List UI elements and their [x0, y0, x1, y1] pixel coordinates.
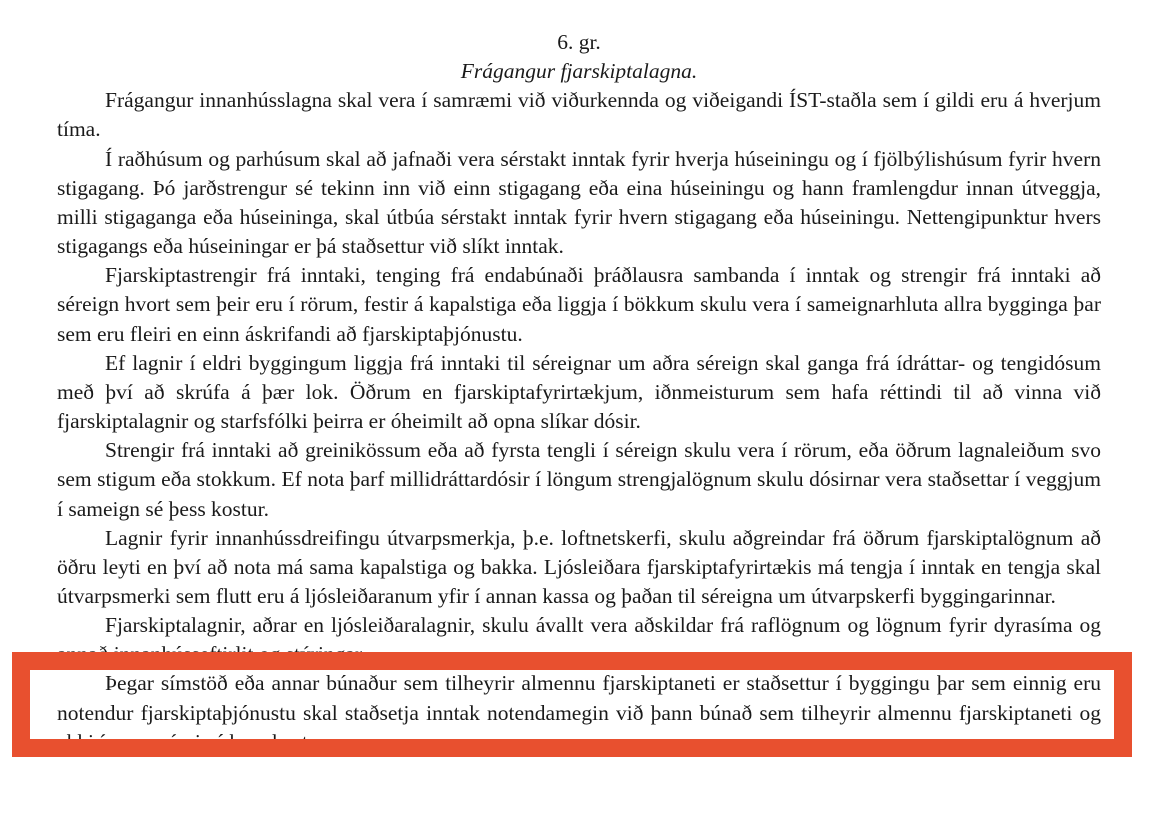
paragraph-1: Frágangur innanhússlagna skal vera í samræmi við viðurkennda og viðeigandi ÍST-staðla sem í gildi eru á hverjum tíma.	[57, 88, 1101, 142]
document-page	[57, 28, 1101, 757]
paragraph-7-highlighted: Fjarskiptalagnir, aðrar en ljósleiðaralagnir, skulu ávallt vera aðskildar frá raflögnum og lögnum fyrir dyrasíma og annað innanhússeftirlit og stýringar.	[57, 613, 1101, 667]
paragraph-8: Þegar símstöð eða annar búnaður sem tilheyrir almennu fjarskiptaneti er staðsettur í byggingu þar sem einnig eru notendur fjarskiptaþjónustu skal staðsetja inntak notendamegin við þann búnað sem tilheyrir almennu fjarskiptaneti og ekki í sama rými sé þess kostur.	[57, 671, 1101, 754]
article-number: 6. gr.	[557, 30, 601, 54]
paragraph-2: Í raðhúsum og parhúsum skal að jafnaði vera sérstakt inntak fyrir hverja húseiningu og í fjölbýlishúsum fyrir hvern stigagang. Þó jarðstrengur sé tekinn inn við einn stigagang eða eina húseiningu og hann framlengdur innan útveggja, milli stigaganga eða húseininga, skal útbúa sérstakt inntak fyrir hvern stigagang eða húseiningu. Nettengipunktur hvers stigagangs eða húseiningar er þá staðsettur við slíkt inntak.	[57, 146, 1101, 259]
paragraph-3: Fjarskiptastrengir frá inntaki, tenging frá endabúnaði þráðlausra sambanda í inntak og strengir frá inntaki að séreign hvort sem þeir eru í rörum, festir á kapalstiga eða liggja í bökkum skulu vera í sameignarhluta allra bygginga þar sem eru fleiri en einn áskrifandi að fjarskiptaþjónustu.	[57, 263, 1101, 346]
paragraph-5: Strengir frá inntaki að greinikössum eða að fyrsta tengli í séreign skulu vera í rörum, eða öðrum lagnaleiðum svo sem stigum eða stokkum. Ef nota þarf millidráttardósir í löngum strengjalögnum skulu dósirnar vera staðsettar í veggjum í sameign sé þess kostur.	[57, 438, 1101, 521]
article-title: Frágangur fjarskiptalagna.	[460, 59, 698, 84]
paragraph-6: Lagnir fyrir innanhússdreifingu útvarpsmerkja, þ.e. loftnetskerfi, skulu aðgreindar frá öðrum fjarskiptalögnum að öðru leyti en því að nota má sama kapalstiga og bakka. Ljósleiðara fjarskiptafyrirtækis má tengja í inntak en tengja skal útvarpsmerki sem flutt eru á ljósleiðaranum yfir í annan kassa og þaðan til séreigna um útvarpskerfi byggingarinnar.	[57, 525, 1101, 608]
paragraph-4: Ef lagnir í eldri byggingum liggja frá inntaki til séreignar um aðra séreign skal ganga frá ídráttar- og tengidósum með því að skrúfa á þær lok. Öðrum en fjarskiptafyrirtækjum, iðnmeisturum sem hafa réttindi til að vinna við fjarskiptalagnir og starfsfólki þeirra er óheimilt að opna slíkar dósir.	[57, 350, 1101, 434]
